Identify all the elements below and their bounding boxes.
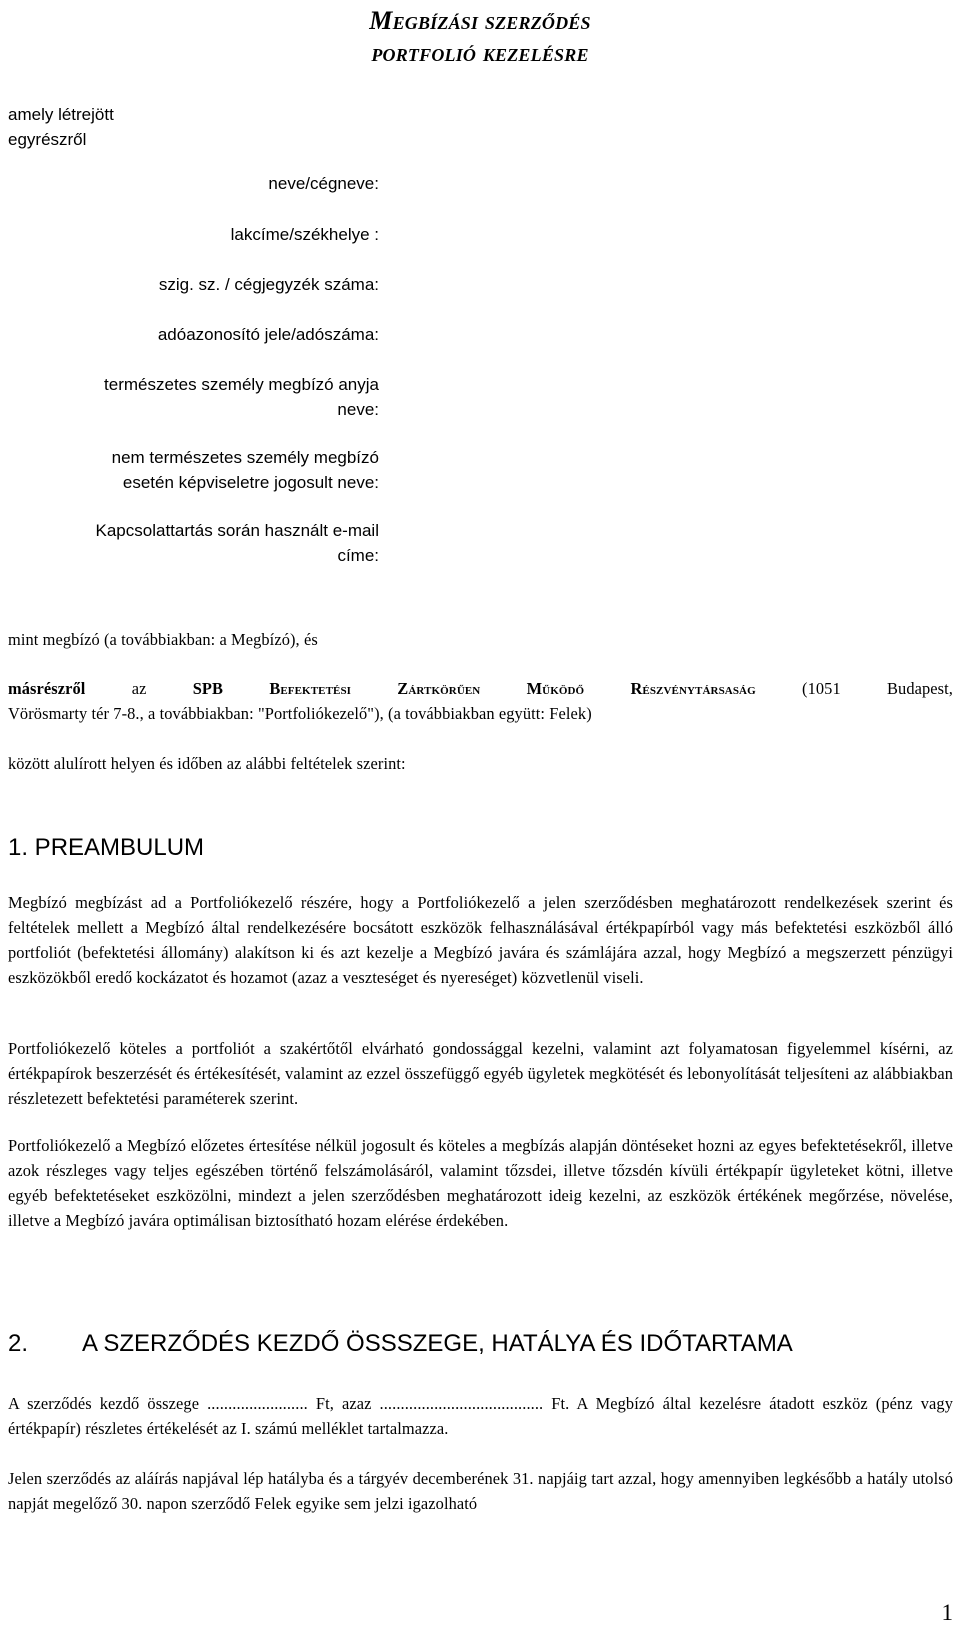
company-address-start: (1051 Budapest, bbox=[802, 679, 953, 698]
section-1-heading: 1. PREAMBULUM bbox=[8, 834, 205, 861]
field-label-representative bbox=[19, 445, 379, 495]
field-label-id-number: szig. sz. / cégjegyzék száma: bbox=[158, 275, 379, 294]
intro-line-2: egyrészről bbox=[8, 130, 87, 149]
section-2-paragraph-1: A szerződés kezdő összege ........................ Ft, azaz ....................................... Ft. A Megbízó által kezelésre átadott eszköz (pénz vagy értékpapír) részletes értékelését az I. számú melléklet tartalmazza. bbox=[8, 1394, 953, 1438]
field-label-email bbox=[19, 518, 379, 568]
intro-block bbox=[8, 102, 114, 152]
title-line-2: portfolió kezelésre bbox=[371, 38, 589, 67]
field-label-address: lakcíme/székhelye : bbox=[230, 225, 379, 244]
section-2-paragraph-2: Jelen szerződés az aláírás napjával lép hatályba és a tárgyév decemberének 31. napjáig tart azzal, hogy amennyiben legkésőbb a hatály utolsó napját megelőző 30. napon szerződő Felek egyike sem jelzi igazolható bbox=[8, 1469, 953, 1513]
document-title bbox=[0, 6, 960, 68]
field-label-email-line-1: Kapcsolattartás során használt e-mail bbox=[95, 521, 379, 540]
field-label-representative-line-2: esetén képviseletre jogosult neve: bbox=[122, 473, 379, 492]
field-label-representative-line-1: nem természetes személy megbízó bbox=[111, 448, 379, 467]
section-2-heading: A SZERZŐDÉS KEZDŐ ÖSSSZEGE, HATÁLYA ÉS IDŐTARTAMA bbox=[82, 1330, 793, 1357]
field-label-name: neve/cégneve: bbox=[268, 174, 379, 193]
field-label-email-line-2: címe: bbox=[337, 546, 379, 565]
title-line-1: Megbízási szerződés bbox=[369, 6, 591, 35]
field-label-mother-name-line-1: természetes személy megbízó anyja bbox=[104, 375, 379, 394]
other-party-line-1 bbox=[8, 676, 953, 701]
section-1-paragraph-2: Portfoliókezelő köteles a portfoliót a szakértőtől elvárható gondossággal kezelni, valamint azt folyamatosan figyelemmel kísérni, az értékpapírok beszerzését és értékesítését, valamint az ezzel összefüggő egyéb ügyletek megkötését és lebonyolítását teljesíteni az alábbiakban részletezett befektetési paraméterek szerint. bbox=[8, 1039, 953, 1108]
other-party-prefix: másrészről bbox=[8, 679, 86, 698]
field-label-mother-name-line-2: neve: bbox=[337, 400, 379, 419]
intro-line-1: amely létrejött bbox=[8, 105, 114, 124]
field-label-mother-name bbox=[19, 372, 379, 422]
client-role-text: mint megbízó (a továbbiakban: a Megbízó), és bbox=[8, 630, 318, 649]
company-name: SPB Befektetési Zártkörűen Működő Részvénytársaság bbox=[192, 679, 756, 698]
between-text: között alulírott helyen és időben az alábbi feltételek szerint: bbox=[8, 754, 406, 773]
section-1-paragraph-1: Megbízó megbízást ad a Portfoliókezelő részére, hogy a Portfoliókezelő a jelen szerződésben meghatározott rendelkezések szerint és feltételek mellett a Megbízó által rendelkezésére bocsátott eszközök felhasználásával értékpapírból vagy más befektetési eszközből álló portfoliót (befektetési állomány) alakítson ki és azt kezelje a Megbízó javára és számlájára azzal, hogy Megbízó a megszerzett pénzügyi eszközökből eredő kockázatot és hozamot (azaz a veszteséget és nyereséget) közvetlenül viseli. bbox=[8, 893, 953, 987]
section-1-paragraph-3: Portfoliókezelő a Megbízó előzetes értesítése nélkül jogosult és köteles a megbízás alapján döntéseket hozni az egyes befektetésekről, illetve azok részleges vagy teljes egészében történő felszámolásáról, valamint tőzsdei, illetve tőzsdén kívüli értékpapír ügyleteket kötni, illetve egyéb befektetéseket eszközölni, mindezt a jelen szerződésben meghatározott ideig kezelni, az eszközök értékének megőrzése, növelése, illetve a Megbízó javára optimálisan biztosítható hozam elérése érdekében. bbox=[8, 1136, 953, 1230]
page-number: 1 bbox=[941, 1600, 953, 1625]
other-party-line-2: Vörösmarty tér 7-8., a továbbiakban: "Portfoliókezelő"), (a továbbiakban együtt: Felek) bbox=[8, 704, 592, 723]
section-2-number: 2. bbox=[8, 1330, 29, 1357]
other-party-paragraph bbox=[8, 676, 953, 726]
field-label-tax-id: adóazonosító jele/adószáma: bbox=[157, 325, 379, 344]
other-party-connector: az bbox=[131, 679, 147, 698]
